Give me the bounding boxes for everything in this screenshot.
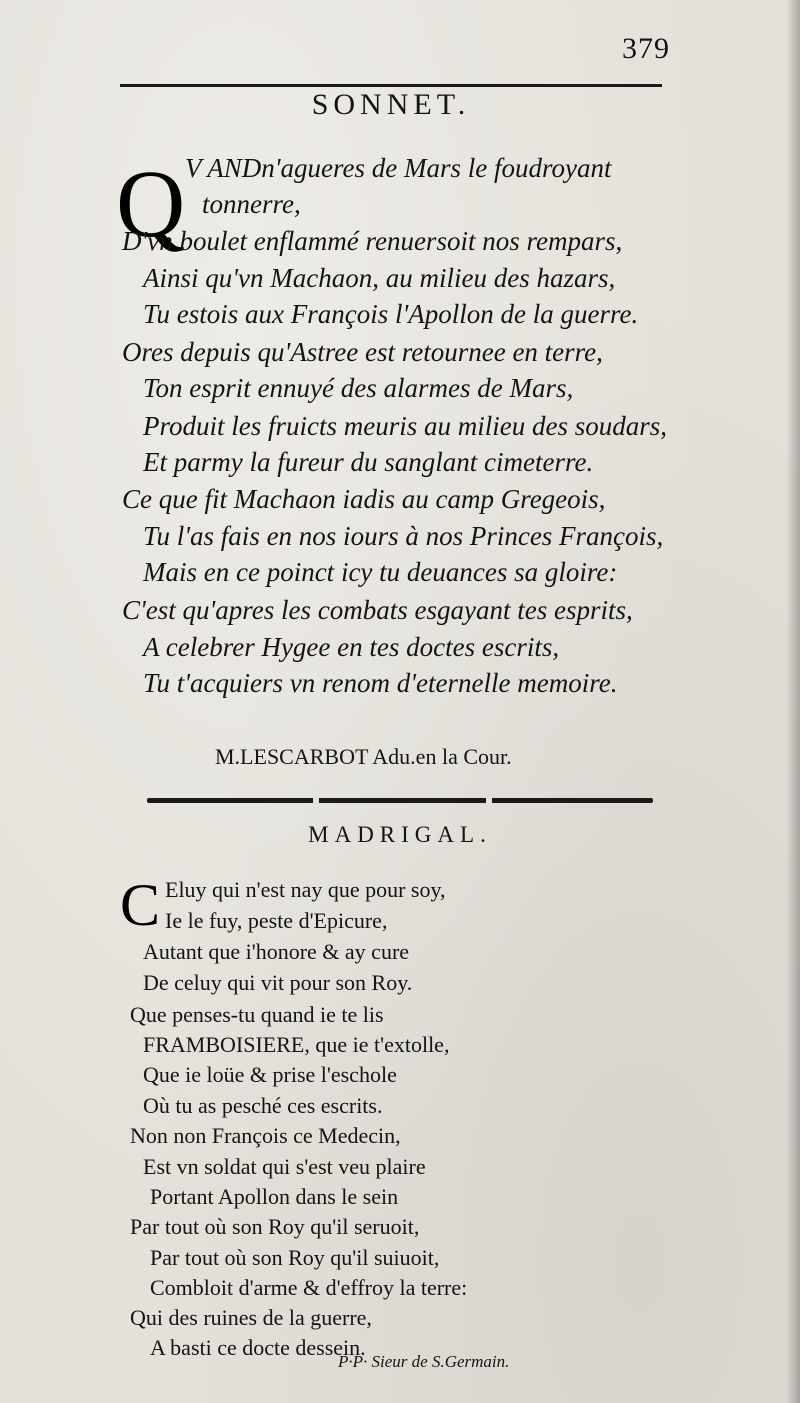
madrigal-title: MADRIGAL.	[308, 822, 492, 847]
madrigal-line-6: FRAMBOISIERE, que ie t'extolle,	[143, 1032, 450, 1057]
page-number: 379	[622, 32, 670, 65]
sonnet-line-3: D'vn boulet enflammé renuersoit nos rempars,	[122, 226, 623, 256]
sonnet-line-14: A celebrer Hygee en tes doctes escrits,	[143, 632, 560, 662]
sonnet-title: SONNET.	[311, 88, 471, 121]
madrigal-line-4: De celuy qui vit pour son Roy.	[143, 970, 413, 995]
madrigal-line-14: Combloit d'arme & d'effroy la terre:	[150, 1275, 468, 1300]
madrigal-line-11: Portant Apollon dans le sein	[150, 1184, 399, 1209]
sonnet-line-6: Ores depuis qu'Astree est retournee en terre,	[122, 337, 603, 367]
sonnet-signature: M.LESCARBOT Adu.en la Cour.	[215, 744, 512, 769]
madrigal-signature: P·P· Sieur de S.Germain.	[338, 1352, 510, 1371]
sonnet-line-12: Mais en ce poinct icy tu deuances sa gloire:	[143, 557, 618, 587]
sonnet-line-10: Ce que fit Machaon iadis au camp Gregeois,	[122, 484, 606, 514]
sonnet-line-11: Tu l'as fais en nos iours à nos Princes François,	[143, 521, 664, 551]
divider-gap	[313, 797, 319, 805]
madrigal-line-2: Ie le fuy, peste d'Epicure,	[165, 908, 388, 933]
madrigal-line-3: Autant que i'honore & ay cure	[143, 939, 410, 964]
sonnet-line-2: tonnerre,	[202, 189, 301, 219]
madrigal-line-10: Est vn soldat qui s'est veu plaire	[143, 1154, 426, 1179]
madrigal-line-5: Que penses-tu quand ie te lis	[130, 1002, 384, 1027]
section-divider	[147, 798, 653, 803]
madrigal-dropcap: C	[120, 872, 161, 938]
madrigal-line-13: Par tout où son Roy qu'il suiuoit,	[150, 1245, 440, 1270]
page-edge-shadow	[786, 0, 800, 1403]
sonnet-line-4: Ainsi qu'vn Machaon, au milieu des hazars,	[143, 263, 616, 293]
madrigal-line-8: Où tu as pesché ces escrits.	[143, 1093, 383, 1118]
sonnet-line-7: Ton esprit ennuyé des alarmes de Mars,	[143, 373, 574, 403]
sonnet-line-8: Produit les fruicts meuris au milieu des soudars,	[143, 411, 667, 441]
madrigal-line-9: Non non François ce Medecin,	[130, 1123, 401, 1148]
sonnet-line-15: Tu t'acquiers vn renom d'eternelle memoire.	[143, 668, 618, 698]
madrigal-line-1: Eluy qui n'est nay que pour soy,	[165, 877, 446, 902]
sonnet-line-5: Tu estois aux François l'Apollon de la guerre.	[143, 299, 639, 329]
madrigal-line-7: Que ie loüe & prise l'eschole	[143, 1062, 397, 1087]
sonnet-line-1: V ANDn'agueres de Mars le foudroyant	[185, 153, 612, 183]
madrigal-line-12: Par tout où son Roy qu'il seruoit,	[130, 1214, 420, 1239]
madrigal-line-15: Qui des ruines de la guerre,	[130, 1305, 372, 1330]
madrigal-line-16: A basti ce docte dessein.	[150, 1335, 366, 1360]
header-rule	[120, 84, 662, 87]
sonnet-line-9: Et parmy la fureur du sanglant cimeterre.	[143, 447, 594, 477]
sonnet-line-13: C'est qu'apres les combats esgayant tes esprits,	[122, 595, 633, 625]
divider-gap	[486, 797, 492, 805]
sonnet-dropcap: Q	[116, 150, 186, 257]
